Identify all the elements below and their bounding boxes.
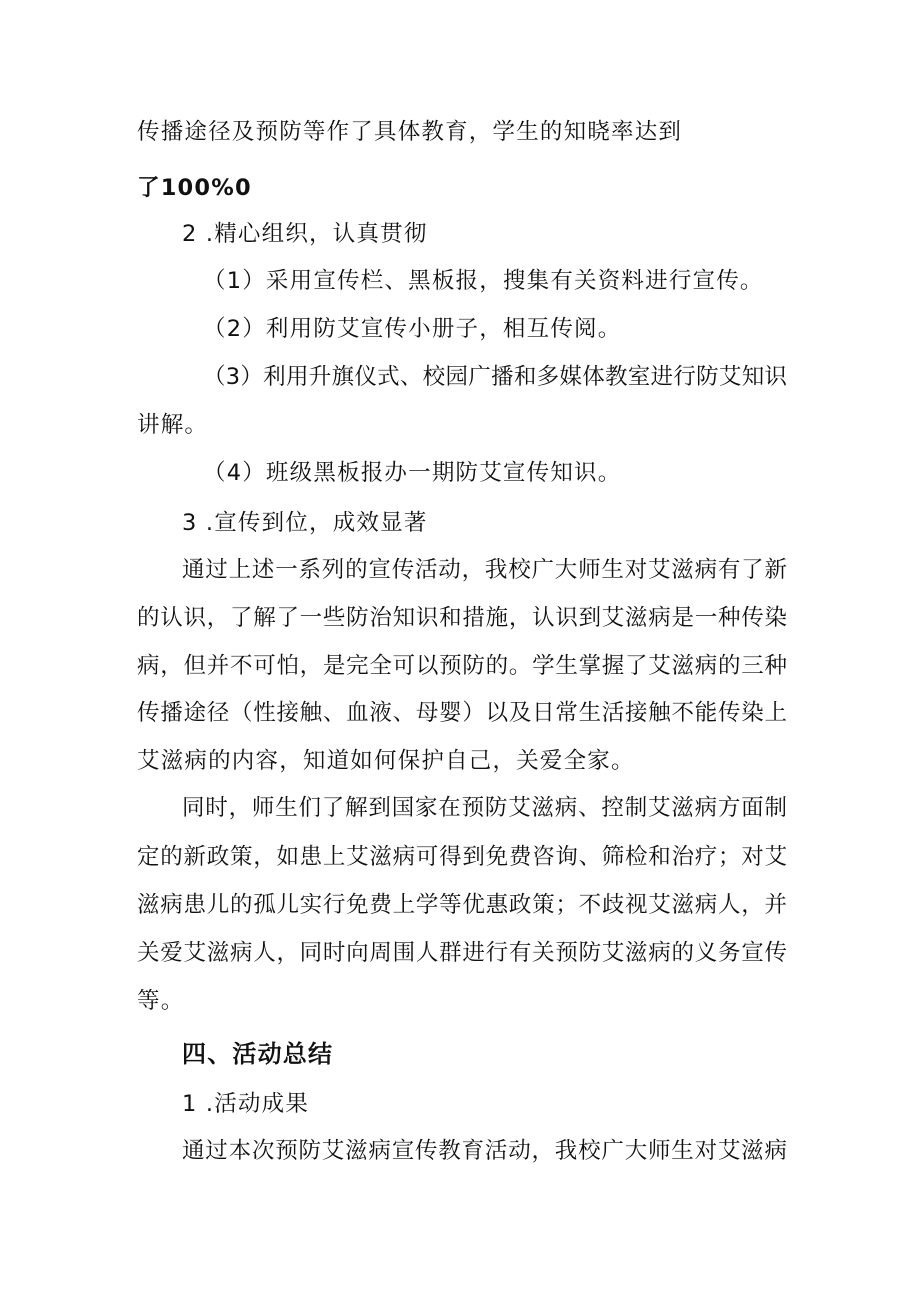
paragraph-line: 了100%0 xyxy=(137,175,252,201)
list-item: （1）采用宣传栏、黑板报，搜集有关资料进行宣传。 xyxy=(203,268,764,294)
section-heading: 四、活动总结 xyxy=(182,1040,334,1068)
section-subheading: 1 .活动成果 xyxy=(182,1091,310,1117)
list-item: （3）利用升旗仪式、校园广播和多媒体教室进行防艾知识 xyxy=(203,364,787,390)
section-subheading: 2 .精心组织，认真贯彻 xyxy=(182,221,428,247)
paragraph-line: 的认识，了解了一些防治知识和措施，认识到艾滋病是一种传染 xyxy=(137,605,787,631)
list-item: （4）班级黑板报办一期防艾宣传知识。 xyxy=(203,460,622,486)
paragraph-line: 同时，师生们了解到国家在预防艾滋病、控制艾滋病方面制 xyxy=(182,795,787,821)
paragraph-line: 关爱艾滋病人，同时向周围人群进行有关预防艾滋病的义务宣传 xyxy=(137,940,787,966)
paragraph-line: 传播途径（性接触、血液、母婴）以及日常生活接触不能传染上 xyxy=(137,700,787,726)
paragraph-line: 定的新政策，如患上艾滋病可得到免费咨询、筛检和治疗；对艾 xyxy=(137,844,787,870)
paragraph-line: 滋病患儿的孤儿实行免费上学等优惠政策；不歧视艾滋病人，并 xyxy=(137,892,787,918)
section-subheading: 3 .宣传到位，成效显著 xyxy=(182,510,428,536)
paragraph-line: 通过本次预防艾滋病宣传教育活动，我校广大师生对艾滋病 xyxy=(182,1138,787,1164)
paragraph-line: 传播途径及预防等作了具体教育，学生的知晓率达到 xyxy=(137,119,683,145)
paragraph-line: 等。 xyxy=(137,988,185,1014)
list-item-continuation: 讲解。 xyxy=(137,412,209,438)
paragraph-line: 病，但并不可怕，是完全可以预防的。学生掌握了艾滋病的三种 xyxy=(137,653,787,679)
list-item: （2）利用防艾宣传小册子，相互传阅。 xyxy=(203,316,622,342)
paragraph-line: 通过上述一系列的宣传活动，我校广大师生对艾滋病有了新 xyxy=(182,557,787,583)
paragraph-line: 艾滋病的内容，知道如何保护自己，关爱全家。 xyxy=(137,748,635,774)
